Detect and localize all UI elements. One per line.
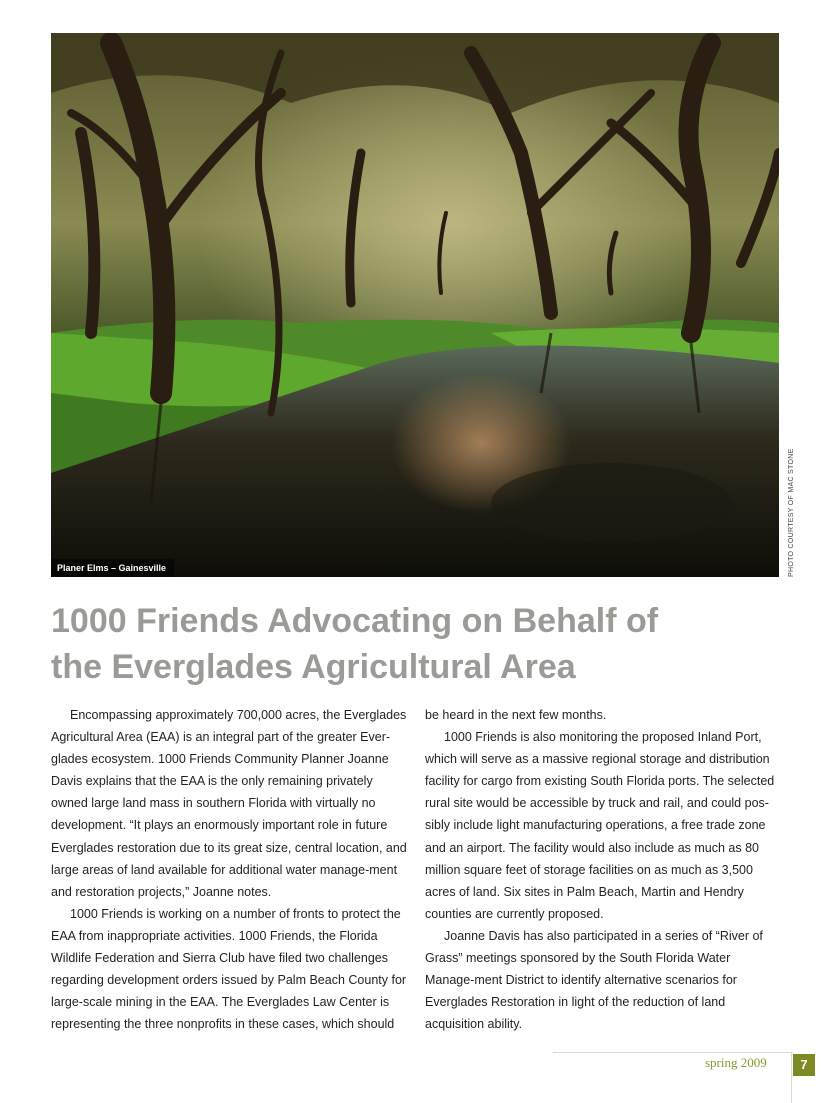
swamp-landscape-image [51,33,779,577]
issue-year: 2009 [740,1055,767,1070]
headline-line-1: 1000 Friends Advocating on Behalf of [51,602,659,640]
body-paragraph-continuation: be heard in the next few months. [425,708,607,722]
photo-caption: Planer Elms – Gainesville [51,559,174,577]
headline-line-2: the Everglades Agricultural Area [51,648,576,686]
body-paragraph: 1000 Friends is also monitoring the proposed Inland Port, which will serve as a massive regional storage and distribution facility for cargo from existing South Florida ports. The selected rural site would be accessible by truck and rail, and could pos-sibly include light manufacturing operations, a free trade zone and an airport. The facility would also include as much as 80 million square feet of storage facilities on as much as 3,500 acres of land. Six sites in Palm Beach, Martin and Hendry counties are currently proposed. [425,730,775,921]
article-headline [51,598,811,690]
article-column-left [51,704,407,1035]
footer-divider [553,1052,791,1053]
body-paragraph: Joanne Davis has also participated in a series of “River of Grass” meetings sponsored by the South Florida Water Manage-ment District to identify alternative scenarios for Everglades Restoration in light of the reduction of land acquisition ability. [425,928,763,1032]
issue-season [705,1055,767,1071]
season-label: spring [705,1055,738,1070]
article-column-right [425,704,781,1035]
body-paragraph: Encompassing approximately 700,000 acres, the Everglades Agricultural Area (EAA) is an integral part of the greater Ever-glades ecosystem. 1000 Friends Community Planner Joanne Davis explains that the EAA is the only remaining privately owned large land mass in southern Florida with virtually no development. “It plays an enormously important role in future Everglades restoration due to its great size, central location, and large areas of land available for additional water manage-ment and restoration projects,” Joanne notes. [51,708,407,899]
footer-vertical-divider [791,1052,792,1103]
photo-credit: PHOTO COURTESY OF MAC STONE [788,448,795,577]
body-paragraph: 1000 Friends is working on a number of fronts to protect the EAA from inappropriate activities. 1000 Friends, the Florida Wildlife Federation and Sierra Club have filed two challenges regarding development orders issued by Palm Beach County for large-scale mining in the EAA. The Everglades Law Center is representing the three nonprofits in these cases, which should [51,906,407,1032]
page-number: 7 [793,1054,815,1076]
hero-photo [51,33,779,577]
